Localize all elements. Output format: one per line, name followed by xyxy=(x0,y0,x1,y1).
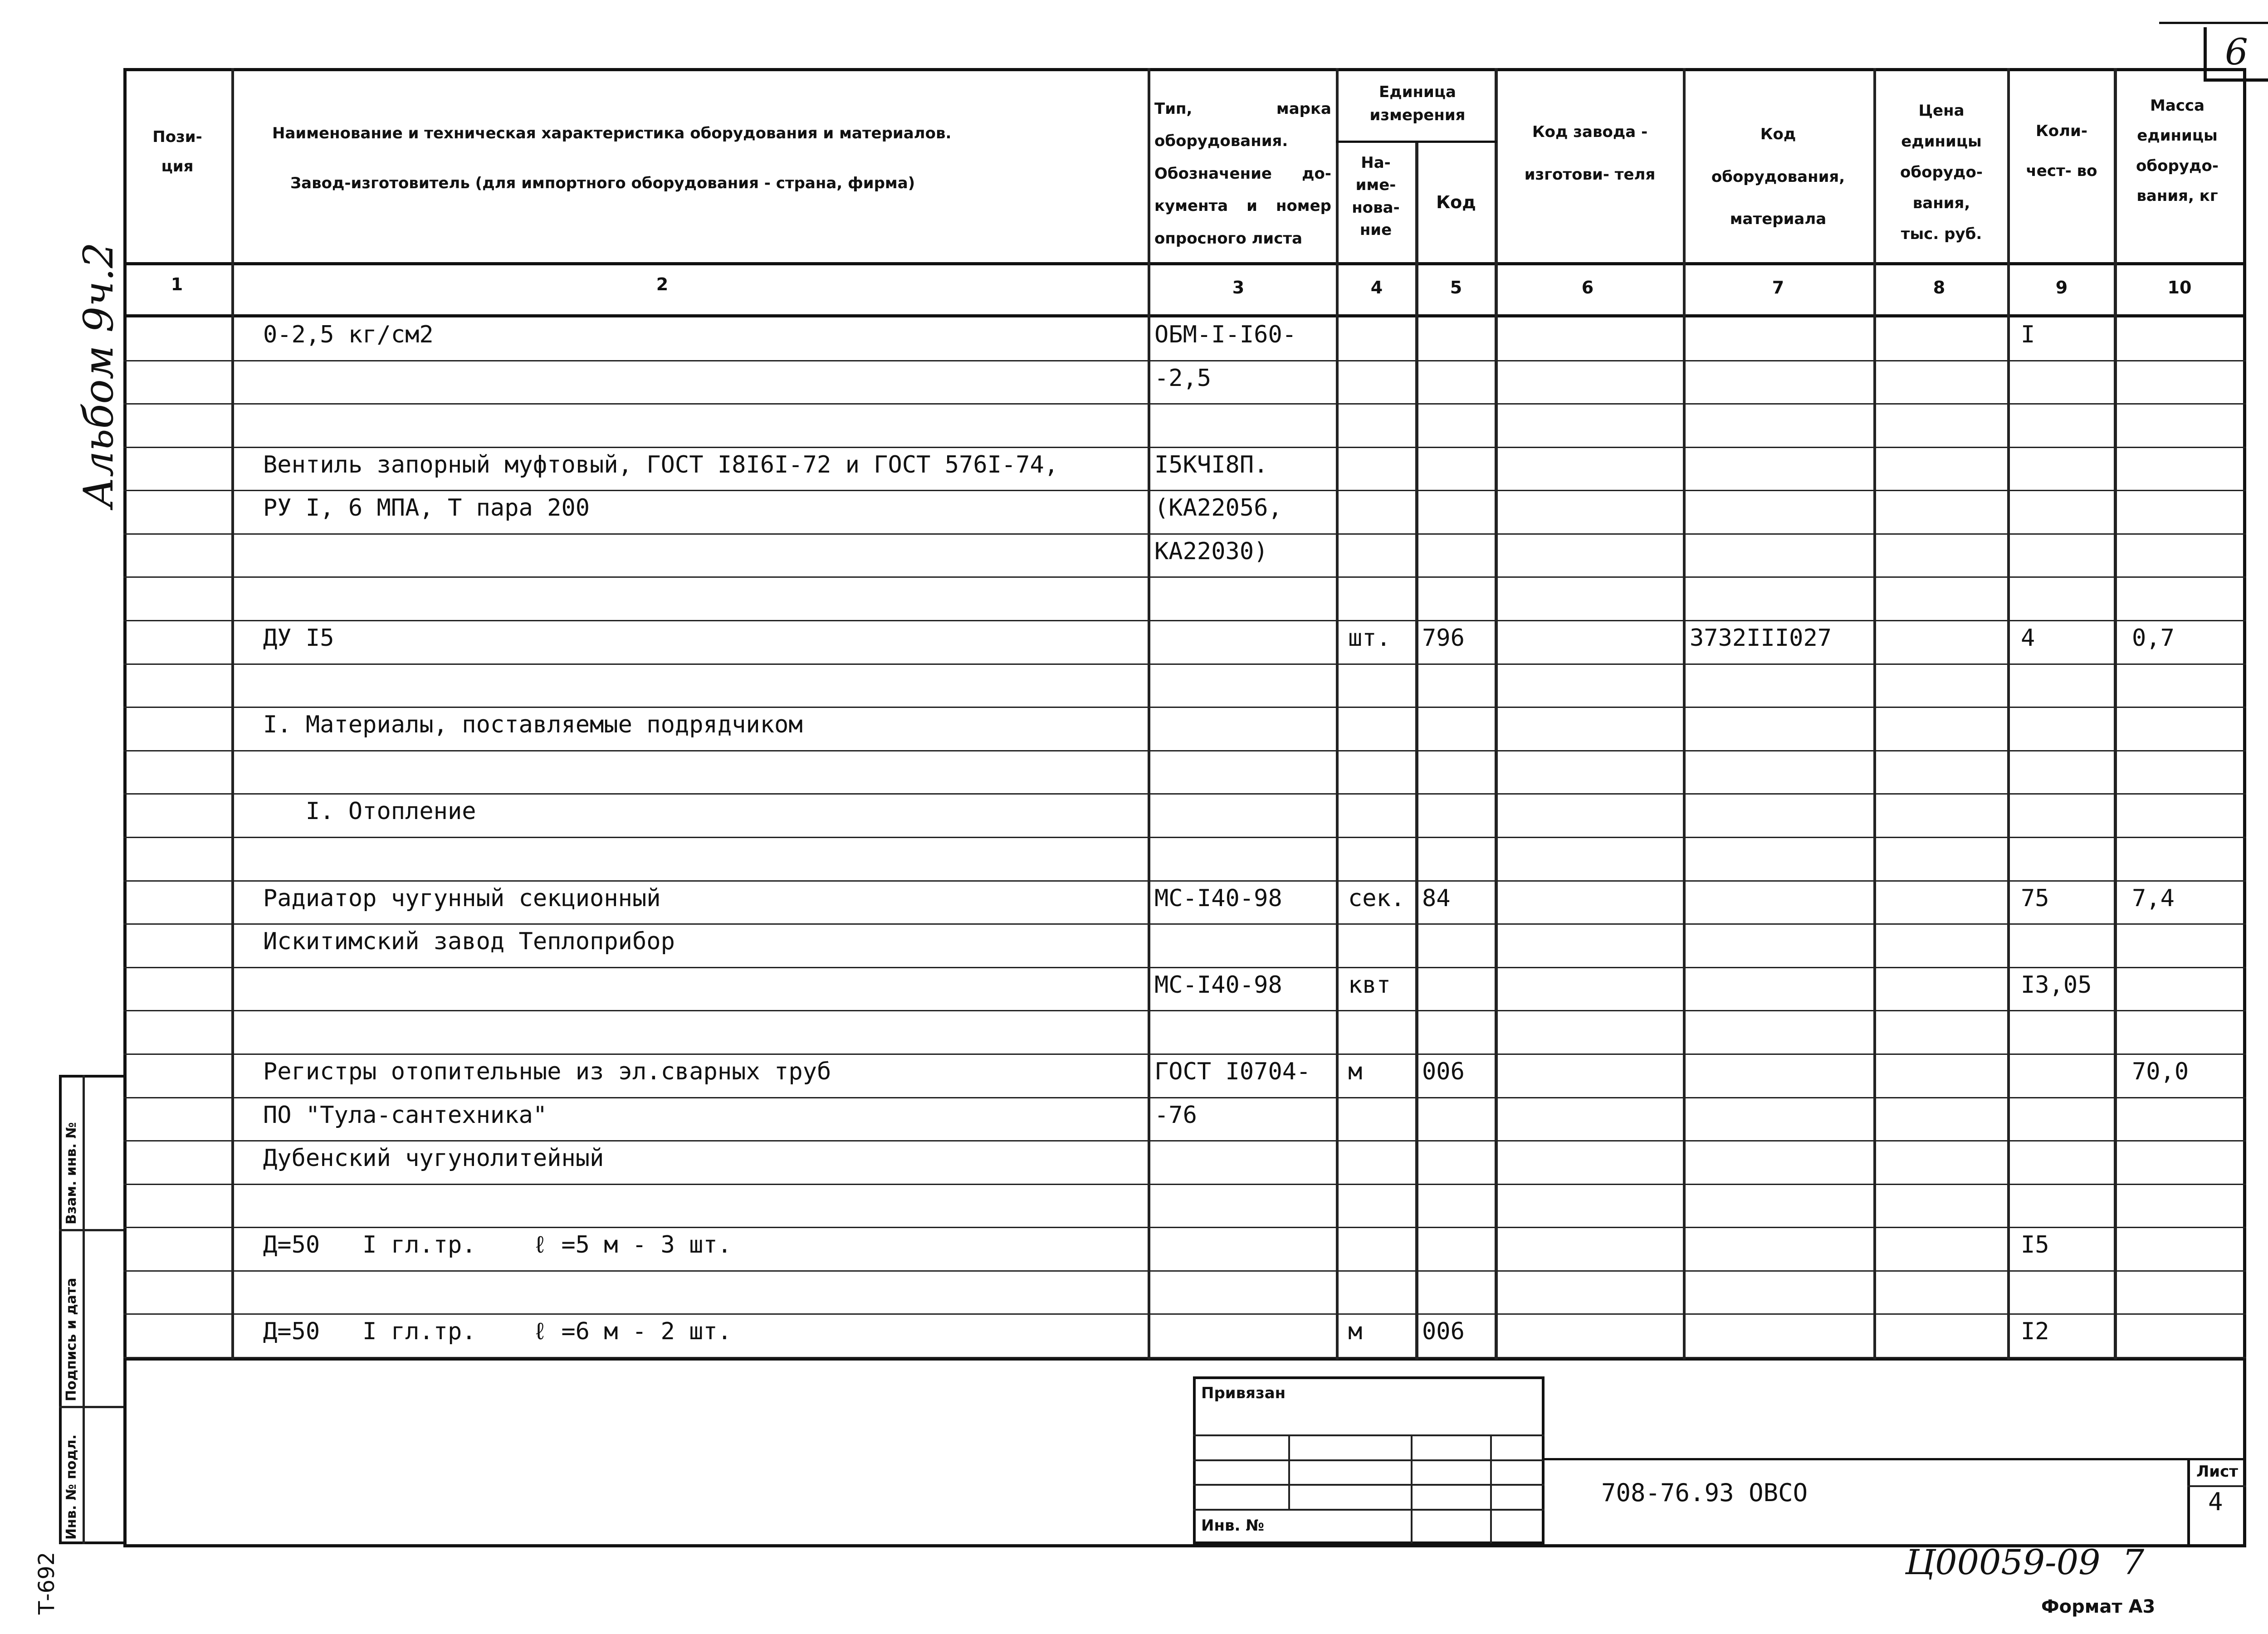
archive-number: Ц00059-09 7 xyxy=(1905,1542,2145,1582)
cell-unit: м xyxy=(1348,1058,1363,1085)
col-line-1 xyxy=(231,68,234,1360)
cell-unit-code: 796 xyxy=(1422,624,1465,652)
cell-unit: сек. xyxy=(1348,885,1405,912)
row-line xyxy=(123,793,2246,795)
col-line-5 xyxy=(1495,68,1498,1360)
sheet-box-line xyxy=(2187,1485,2246,1487)
cell-name: Радиатор чугунный секционный xyxy=(263,885,661,912)
row-line xyxy=(123,707,2246,708)
header-equipment-code: Код оборудования, материала xyxy=(1711,125,1845,228)
title-block xyxy=(1542,1458,2246,1460)
cell-name: ПО "Тула-сантехника" xyxy=(263,1102,547,1129)
stamp-privyazan: Привязан xyxy=(1201,1384,1286,1402)
col-line-7 xyxy=(1873,68,1876,1360)
cell-name: 0-2,5 кг/см2 xyxy=(263,321,434,348)
cell-name: Дубенский чугунолитейный xyxy=(263,1145,604,1172)
header-unit-code: Код xyxy=(1436,192,1476,212)
cell-quantity: I2 xyxy=(2021,1318,2049,1345)
cell-name: I. Отопление xyxy=(263,798,476,825)
cell-name: I. Материалы, поставляемые подрядчиком xyxy=(263,711,803,738)
cell-name: Регистры отопительные из эл.сварных труб xyxy=(263,1058,831,1085)
unit-group-line xyxy=(1336,141,1497,143)
colnum-1: 1 xyxy=(171,274,183,294)
header-factory-code: Код завода - изготови- теля xyxy=(1524,123,1656,184)
corner-number: 6 xyxy=(2225,31,2248,73)
cell-name: Д=50 I гл.тр. ℓ =5 м - 3 шт. xyxy=(263,1231,732,1258)
doc-code: 708-76.93 ОВСО xyxy=(1601,1478,1808,1507)
cell-quantity: I3,05 xyxy=(2021,971,2092,999)
side-strip-line-1 xyxy=(59,1229,123,1231)
row-line xyxy=(123,533,2246,535)
cell-type: МС-I40-98 xyxy=(1154,971,1282,999)
col-line-2 xyxy=(1148,68,1150,1360)
colnum-7: 7 xyxy=(1772,278,1784,298)
header-quantity: Коли- чест- во xyxy=(2026,122,2097,180)
row-line xyxy=(123,576,2246,578)
row-line xyxy=(123,1270,2246,1272)
stamp-vline-1 xyxy=(1288,1434,1290,1509)
row-line xyxy=(123,663,2246,665)
col-line-6 xyxy=(1683,68,1686,1360)
row-line xyxy=(123,403,2246,405)
album-note: Альбом 9ч.2 xyxy=(75,242,122,508)
row-line xyxy=(123,490,2246,491)
sheet-label: Лист xyxy=(2196,1463,2238,1481)
cell-name: ДУ I5 xyxy=(263,624,334,652)
cell-quantity: I5 xyxy=(2021,1231,2049,1258)
cell-name: РУ I, 6 МПА, Т пара 200 xyxy=(263,494,590,522)
row-line xyxy=(123,1313,2246,1315)
cell-mass: 70,0 xyxy=(2132,1058,2189,1085)
colnum-4: 4 xyxy=(1370,278,1383,298)
row-line xyxy=(123,1184,2246,1185)
header-price: Цена единицы оборудо- вания, тыс. руб. xyxy=(1900,102,1983,243)
sheet-number: 4 xyxy=(2208,1488,2223,1516)
cell-type: -2,5 xyxy=(1154,365,1212,392)
stamp-vline-3 xyxy=(1490,1434,1492,1543)
col-line-8 xyxy=(2007,68,2010,1360)
cell-type: I5КЧI8П. xyxy=(1154,451,1268,478)
row-line xyxy=(123,1357,2246,1358)
cell-name: Д=50 I гл.тр. ℓ =6 м - 2 шт. xyxy=(263,1318,732,1345)
colnum-6: 6 xyxy=(1581,278,1594,298)
cell-equipment-code: 3732III027 xyxy=(1690,624,1832,652)
cell-type: ОБМ-I-I60- xyxy=(1154,321,1297,348)
row-line xyxy=(123,620,2246,621)
row-line xyxy=(123,1054,2246,1055)
cell-type: МС-I40-98 xyxy=(1154,885,1282,912)
cell-type: (КА22056, xyxy=(1154,494,1282,522)
row-line xyxy=(123,360,2246,361)
side-label-inv: Инв. № подл. xyxy=(64,1434,79,1540)
cell-mass: 7,4 xyxy=(2132,885,2175,912)
header-bottom-line xyxy=(123,262,2246,265)
side-strip-line-2 xyxy=(59,1406,123,1408)
cell-type: ГОСТ I0704- xyxy=(1154,1058,1311,1085)
col-line-9 xyxy=(2114,68,2117,1360)
side-strip-vline xyxy=(83,1075,85,1544)
corner-line xyxy=(2159,22,2268,24)
cell-unit: шт. xyxy=(1348,624,1391,652)
header-type: Тип, марка оборудования. Обозначение до- кумента и номер опросного листа xyxy=(1154,100,1331,248)
cell-unit-code: 84 xyxy=(1422,885,1451,912)
header-name-line1: Наименование и техническая характеристика оборудования и материалов. xyxy=(272,124,952,142)
cell-unit-code: 006 xyxy=(1422,1058,1465,1085)
header-name-line2: Завод-изготовитель (для импортного оборудования - страна, фирма) xyxy=(290,174,915,192)
side-label-replace: Взам. инв. № xyxy=(64,1122,79,1224)
row-line xyxy=(123,447,2246,448)
cell-quantity: 4 xyxy=(2021,624,2035,652)
row-line xyxy=(123,1010,2246,1011)
cell-name: Искитимский завод Теплоприбор xyxy=(263,928,675,955)
stamp-vline-2 xyxy=(1411,1434,1413,1543)
side-label-sign: Подпись и дата xyxy=(64,1278,79,1401)
cell-unit: м xyxy=(1348,1318,1363,1345)
header-position: Пози- ция xyxy=(152,128,202,176)
cell-mass: 0,7 xyxy=(2132,624,2175,652)
colnum-9: 9 xyxy=(2055,278,2068,298)
header-unit-name: На- име- нова- ние xyxy=(1352,154,1400,239)
colnum-8: 8 xyxy=(1933,278,1945,298)
stamp-inv-no: Инв. № xyxy=(1201,1517,1265,1535)
row-line xyxy=(123,967,2246,968)
t692-label: Т-692 xyxy=(34,1551,59,1614)
row-line xyxy=(123,1097,2246,1098)
cell-type: -76 xyxy=(1154,1102,1197,1129)
header-mass: Масса единицы оборудо- вания, кг xyxy=(2136,97,2219,205)
cell-name: Вентиль запорный муфтовый, ГОСТ I8I6I-72 и ГОСТ 576I-74, xyxy=(263,451,1059,478)
colnum-5: 5 xyxy=(1450,278,1462,298)
row-line xyxy=(123,837,2246,838)
cell-type: КА22030) xyxy=(1154,538,1268,565)
row-line xyxy=(123,1140,2246,1141)
header-unit-group: Единица измерения xyxy=(1369,83,1466,124)
colnum-3: 3 xyxy=(1232,278,1245,298)
cell-quantity: 75 xyxy=(2021,885,2049,912)
row-line xyxy=(123,1227,2246,1228)
colnum-2: 2 xyxy=(656,274,669,294)
row-line xyxy=(123,923,2246,925)
format-label: Формат А3 xyxy=(2041,1596,2156,1617)
col-line-3 xyxy=(1336,68,1339,1360)
colnum-10: 10 xyxy=(2167,278,2192,298)
row-line xyxy=(123,750,2246,751)
cell-unit: квт xyxy=(1348,971,1391,999)
cell-quantity: I xyxy=(2021,321,2035,348)
cell-unit-code: 006 xyxy=(1422,1318,1465,1345)
row-line xyxy=(123,880,2246,882)
colnum-bottom-line xyxy=(123,314,2246,317)
